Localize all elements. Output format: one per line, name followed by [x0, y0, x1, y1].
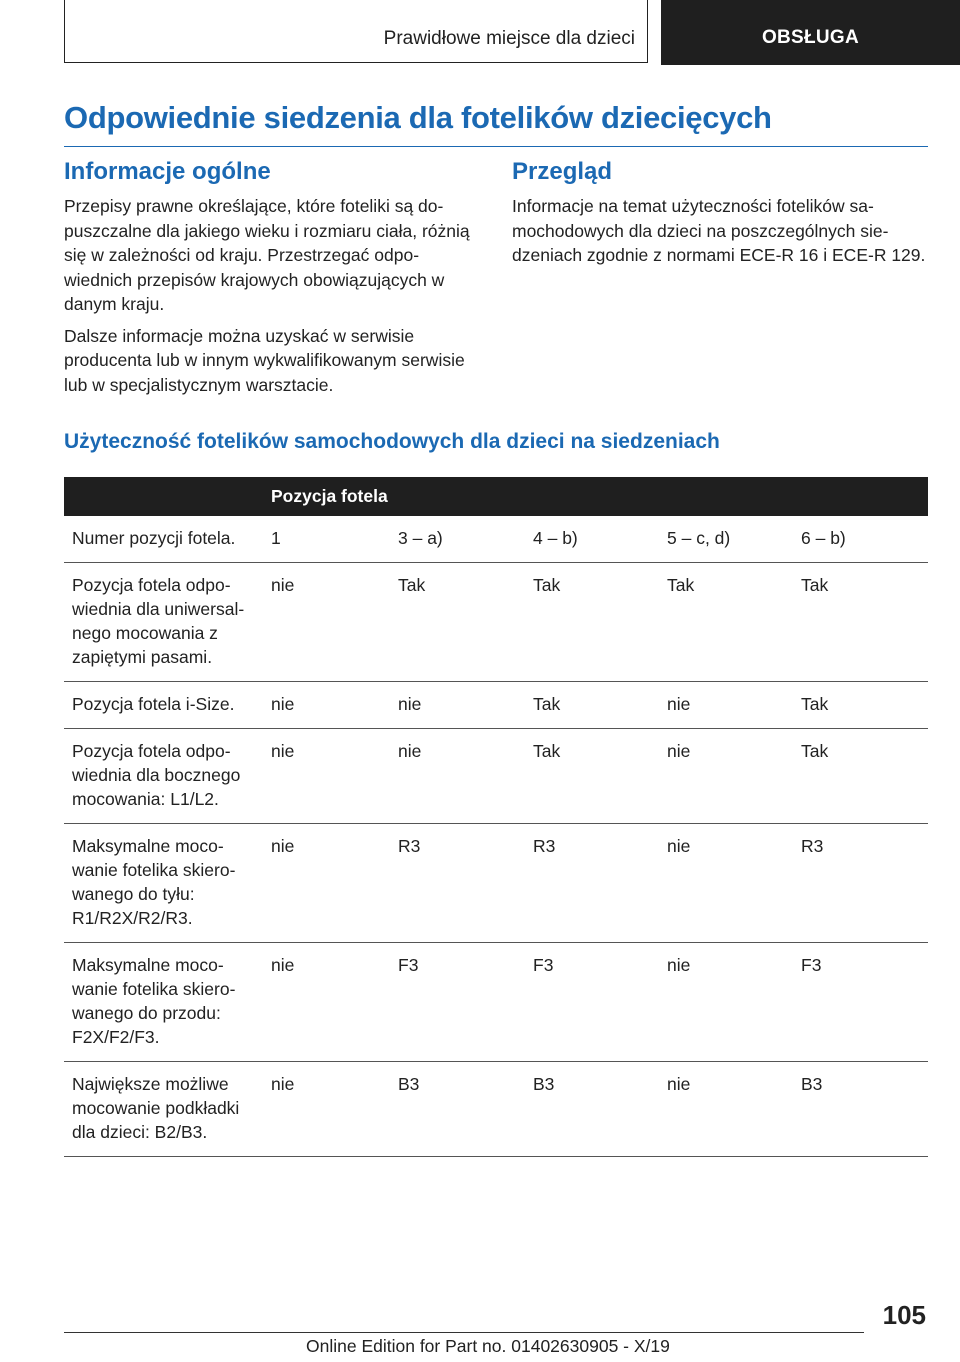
table-row [64, 824, 928, 943]
table-cell: R3 [390, 824, 525, 943]
overview-paragraph: Informacje na temat użyteczności fotelików samochodowych dla dzieci na poszczególnych siedzeniach zgodnie z normami ECE-R 16 i ECE-R 129. [512, 196, 926, 265]
page-title: Odpowiednie siedzenia dla fotelików dziecięcych [64, 100, 772, 135]
table-cell: nie [659, 824, 793, 943]
table-cell: nie [659, 943, 793, 1062]
table-row-label: Pozycja fotela odpowiednia dla uniwersalnego mocowania z zapiętymi pasami. [64, 563, 263, 682]
table-cell: nie [659, 729, 793, 824]
table-row [64, 516, 928, 563]
table-row-label: Pozycja fotela i-Size. [64, 682, 263, 729]
table-row-label: Maksymalne mocowanie fotelika skierowanego do tyłu: R1/R2X/R2/R3. [64, 824, 263, 943]
table-row-label: Maksymalne mocowanie fotelika skierowanego do przodu: F2X/F2/F3. [64, 943, 263, 1062]
seat-suitability-table [64, 477, 928, 1157]
table-header-row [64, 477, 928, 516]
table-cell: nie [390, 682, 525, 729]
table-cell: 3 – a) [390, 516, 525, 563]
table-cell: R3 [793, 824, 928, 943]
table-cell: Tak [525, 682, 659, 729]
overview-heading: Przegląd [512, 158, 613, 185]
header-chapter-tab[interactable]: OBSŁUGA [661, 0, 960, 65]
table-cell: Tak [525, 563, 659, 682]
section-heading: Użyteczność fotelików samochodowych dla dzieci na siedzeniach [64, 430, 720, 453]
table-cell: nie [263, 943, 390, 1062]
table-cell: 6 – b) [793, 516, 928, 563]
table-cell: 5 – c, d) [659, 516, 793, 563]
table-header-blank [64, 477, 263, 516]
table-cell: Tak [659, 563, 793, 682]
general-info-paragraph-1: Przepisy prawne określające, które foteliki są dopuszczalne dla jakiego wieku i rozmiaru ciała, różnią się w zależności od kraju. Przestrzegać odpowiednich przepisów krajowych obowiązujących w danym kraju. [64, 196, 470, 314]
table-cell: nie [263, 824, 390, 943]
table-cell: B3 [793, 1062, 928, 1157]
general-info-column [64, 158, 480, 404]
table-cell: 1 [263, 516, 390, 563]
table-row [64, 1062, 928, 1157]
table-cell: B3 [525, 1062, 659, 1157]
table-cell: nie [263, 563, 390, 682]
table-header-seat-position: Pozycja fotela [263, 477, 928, 516]
table-cell: Tak [390, 563, 525, 682]
table-cell: F3 [793, 943, 928, 1062]
table-cell: nie [263, 1062, 390, 1157]
table-cell: B3 [390, 1062, 525, 1157]
general-info-heading: Informacje ogólne [64, 158, 271, 185]
table-cell: nie [263, 729, 390, 824]
table-cell: nie [659, 682, 793, 729]
table-row-label: Pozycja fotela odpowiednia dla bocznego mocowania: L1/L2. [64, 729, 263, 824]
table-cell: Tak [793, 729, 928, 824]
table-row [64, 682, 928, 729]
general-info-paragraph-2: Dalsze informacje można uzyskać w serwisie producenta lub w innym wykwalifikowanym serwisie lub w specjalistycznym warsztacie. [64, 325, 465, 395]
table-row [64, 563, 928, 682]
table-cell: F3 [390, 943, 525, 1062]
table-cell: Tak [793, 682, 928, 729]
table-cell: Tak [525, 729, 659, 824]
table-row [64, 729, 928, 824]
table-cell: Tak [793, 563, 928, 682]
overview-column [512, 158, 928, 275]
footer-divider [64, 1332, 864, 1333]
table-cell: F3 [525, 943, 659, 1062]
header-section-title: Prawidłowe miejsce dla dzieci [383, 28, 635, 49]
table-row [64, 943, 928, 1062]
title-divider [64, 146, 928, 147]
footer-edition: Online Edition for Part no. 01402630905 - X/19 [306, 1336, 670, 1356]
page-number: 105 [882, 1300, 926, 1330]
table-cell: nie [659, 1062, 793, 1157]
table-cell: nie [390, 729, 525, 824]
table-row-label: Największe możliwe mocowanie podkładki dla dzieci: B2/B3. [64, 1062, 263, 1157]
table-cell: nie [263, 682, 390, 729]
table-row-label: Numer pozycji fotela. [64, 516, 263, 563]
table-cell: R3 [525, 824, 659, 943]
table-cell: 4 – b) [525, 516, 659, 563]
